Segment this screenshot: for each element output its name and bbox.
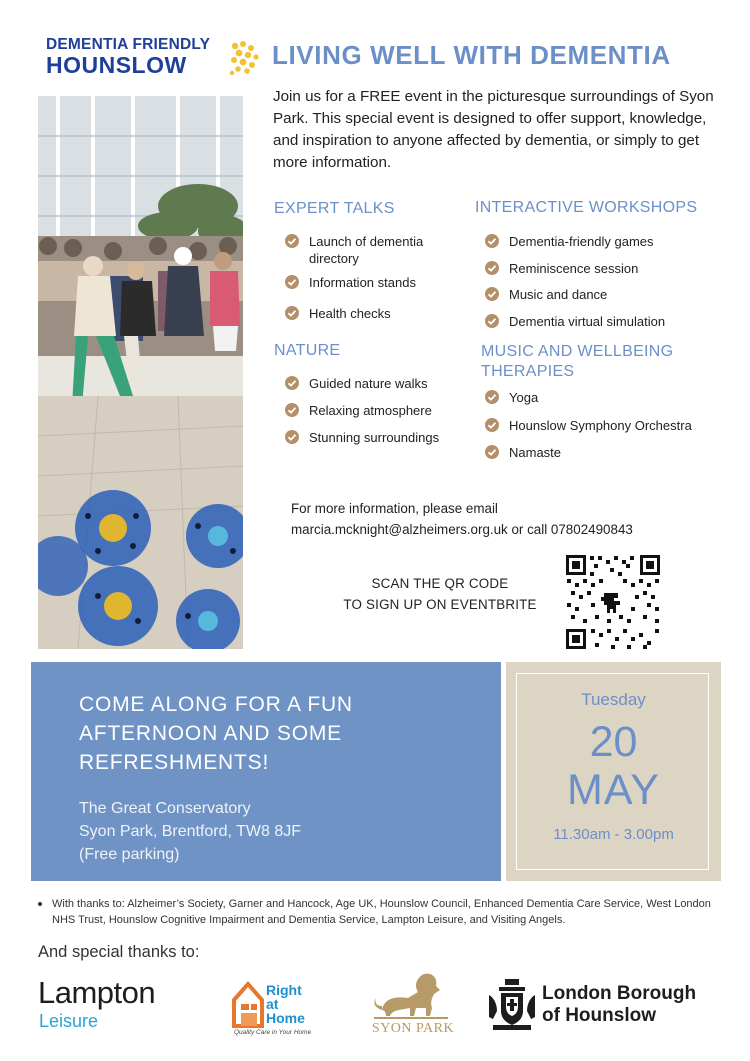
page-title: LIVING WELL WITH DEMENTIA [272, 40, 671, 70]
list-item: Dementia-friendly games [485, 233, 715, 250]
special-thanks-label: And special thanks to: [38, 943, 200, 961]
syon-park-wordmark: SYON PARK [371, 1021, 455, 1036]
list-item: Hounslow Symphony Orchestra [485, 417, 715, 434]
check-icon [485, 234, 499, 248]
check-icon [485, 445, 499, 459]
bullet-icon [38, 902, 42, 906]
thanks-text: With thanks to: Alzheimer’s Society, Garner and Hancock, Age UK, Hounslow Council, Enhanced Dementia Care Service, West London NHS Trust, Hounslow Cognitive Impairment and Dementia Service, Lampton Leisure, and Visiting Angels. [52, 898, 711, 926]
lbh-line-2: of Hounslow [542, 1005, 656, 1026]
check-icon [285, 376, 299, 390]
qr-instructions [332, 573, 548, 615]
rah-home: Home [266, 1010, 305, 1026]
logo-line-2: HOUNSLOW [46, 52, 187, 78]
rah-right: Right [266, 982, 302, 998]
venue-line-3: (Free parking) [79, 846, 180, 863]
check-icon [485, 418, 499, 432]
workshops-heading: INTERACTIVE WORKSHOPS [475, 199, 698, 216]
dementia-friendly-hounslow-logo [22, 22, 252, 94]
contact-info [291, 498, 711, 540]
list-item: Relaxing atmosphere [285, 402, 470, 419]
right-at-home-logo [232, 978, 330, 1036]
expert-talks-heading: EXPERT TALKS [274, 200, 395, 217]
syon-park-logo [356, 964, 470, 1036]
rah-tagline: Quality Care in Your Home [234, 1029, 312, 1036]
expert-talks-list [285, 233, 465, 322]
list-item: Reminiscence session [485, 260, 715, 277]
check-icon [285, 430, 299, 444]
venue-line-2: Syon Park, Brentford, TW8 8JF [79, 823, 302, 840]
lampton-leisure-logo [38, 975, 198, 1035]
list-item: Music and dance [485, 286, 715, 303]
event-date-number: 20 [589, 718, 638, 766]
list-item: Stunning surroundings [285, 429, 470, 446]
eventbrite-qr-code[interactable] [564, 553, 662, 651]
london-borough-of-hounslow-logo [487, 977, 717, 1037]
venue-line-1: The Great Conservatory [79, 800, 251, 817]
event-month: MAY [567, 766, 660, 814]
music-list [485, 389, 715, 461]
check-icon [285, 275, 299, 289]
conservatory-photo [38, 96, 243, 649]
check-icon [285, 234, 299, 248]
list-item: Information stands [285, 274, 465, 291]
logo-line-1: DEMENTIA FRIENDLY [46, 36, 211, 53]
list-item: Guided nature walks [285, 375, 470, 392]
check-icon [485, 390, 499, 404]
contact-email-phone[interactable]: marcia.mcknight@alzheimers.org.uk or call 07802490843 [291, 522, 633, 537]
music-heading: MUSIC AND WELLBEING THERAPIES [481, 343, 674, 380]
check-icon [285, 306, 299, 320]
workshops-list [485, 233, 715, 330]
rah-at: at [266, 996, 279, 1012]
list-item: Dementia virtual simulation [485, 313, 715, 330]
nature-heading: NATURE [274, 342, 341, 359]
list-item: Health checks [285, 305, 465, 322]
check-icon [285, 403, 299, 417]
hounslow-crest-icon [487, 977, 537, 1033]
contact-line-1: For more information, please email [291, 501, 498, 516]
lampton-wordmark: Lampton [38, 975, 156, 1010]
qr-line-2: TO SIGN UP ON EVENTBRITE [343, 597, 537, 612]
honeycomb-icon [227, 40, 261, 80]
list-item: Launch of dementia directory [285, 233, 465, 267]
lbh-line-1: London Borough [542, 983, 697, 1004]
venue-address [79, 797, 439, 866]
thanks-note [38, 896, 728, 928]
check-icon [485, 261, 499, 275]
list-item: Namaste [485, 444, 715, 461]
qr-line-1: SCAN THE QR CODE [371, 576, 509, 591]
event-time: 11.30am - 3.00pm [553, 826, 674, 843]
check-icon [485, 287, 499, 301]
list-item: Yoga [485, 389, 715, 406]
event-day: Tuesday [581, 690, 646, 709]
promo-headline: COME ALONG FOR A FUN AFTERNOON AND SOME REFRESHMENTS! [79, 693, 353, 774]
nature-list [285, 375, 470, 446]
intro-paragraph: Join us for a FREE event in the picturesque surroundings of Syon Park. This special event is designed to offer support, knowledge, and inspiration to anyone affected by dementia, or simply to get more information. [273, 88, 714, 171]
leisure-wordmark: Leisure [39, 1011, 99, 1031]
check-icon [485, 314, 499, 328]
